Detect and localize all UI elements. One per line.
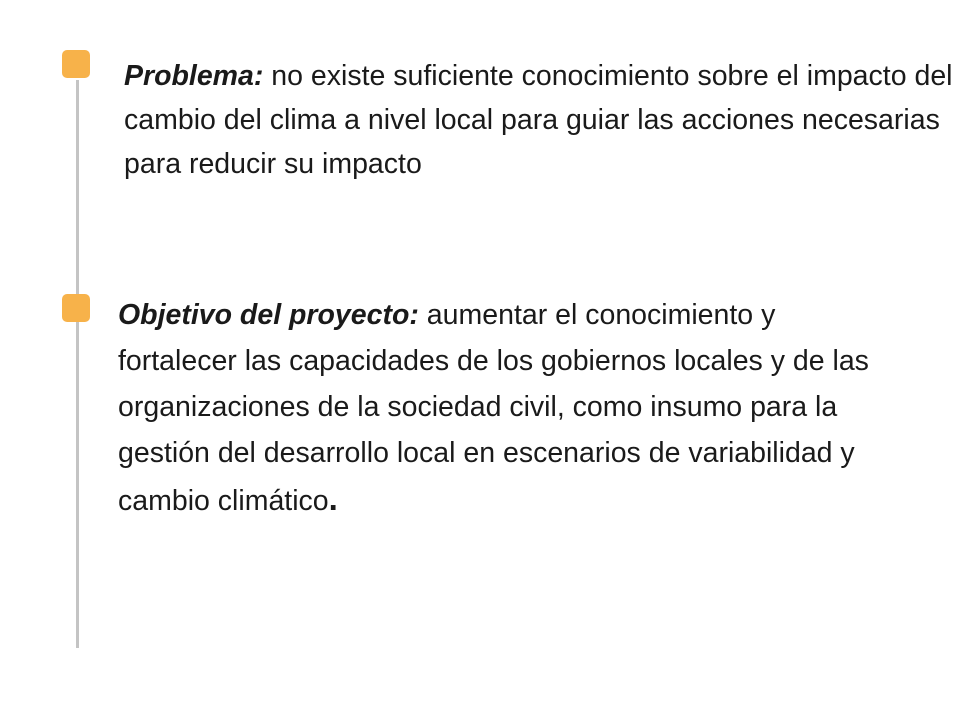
objective-text: aumentar el conocimiento y fortalecer las capacidades de los gobiernos locales y de las organizaciones de la sociedad civil, como insumo para la gestión del desarrollo local en escenarios de variabilidad y cambio climático (118, 299, 869, 517)
objective-period: . (328, 480, 338, 517)
problem-label: Problema: (124, 60, 264, 92)
objective-label: Objetivo del proyecto: (118, 299, 419, 331)
vertical-rule (76, 80, 79, 648)
bullet-square-icon (62, 294, 90, 322)
problem-paragraph (124, 54, 954, 186)
bullet-square-icon (62, 50, 90, 78)
problem-text: no existe suficiente conocimiento sobre el impacto del cambio del clima a nivel local para guiar las acciones necesarias para reducir su impacto (124, 60, 953, 180)
objective-paragraph (118, 292, 878, 524)
